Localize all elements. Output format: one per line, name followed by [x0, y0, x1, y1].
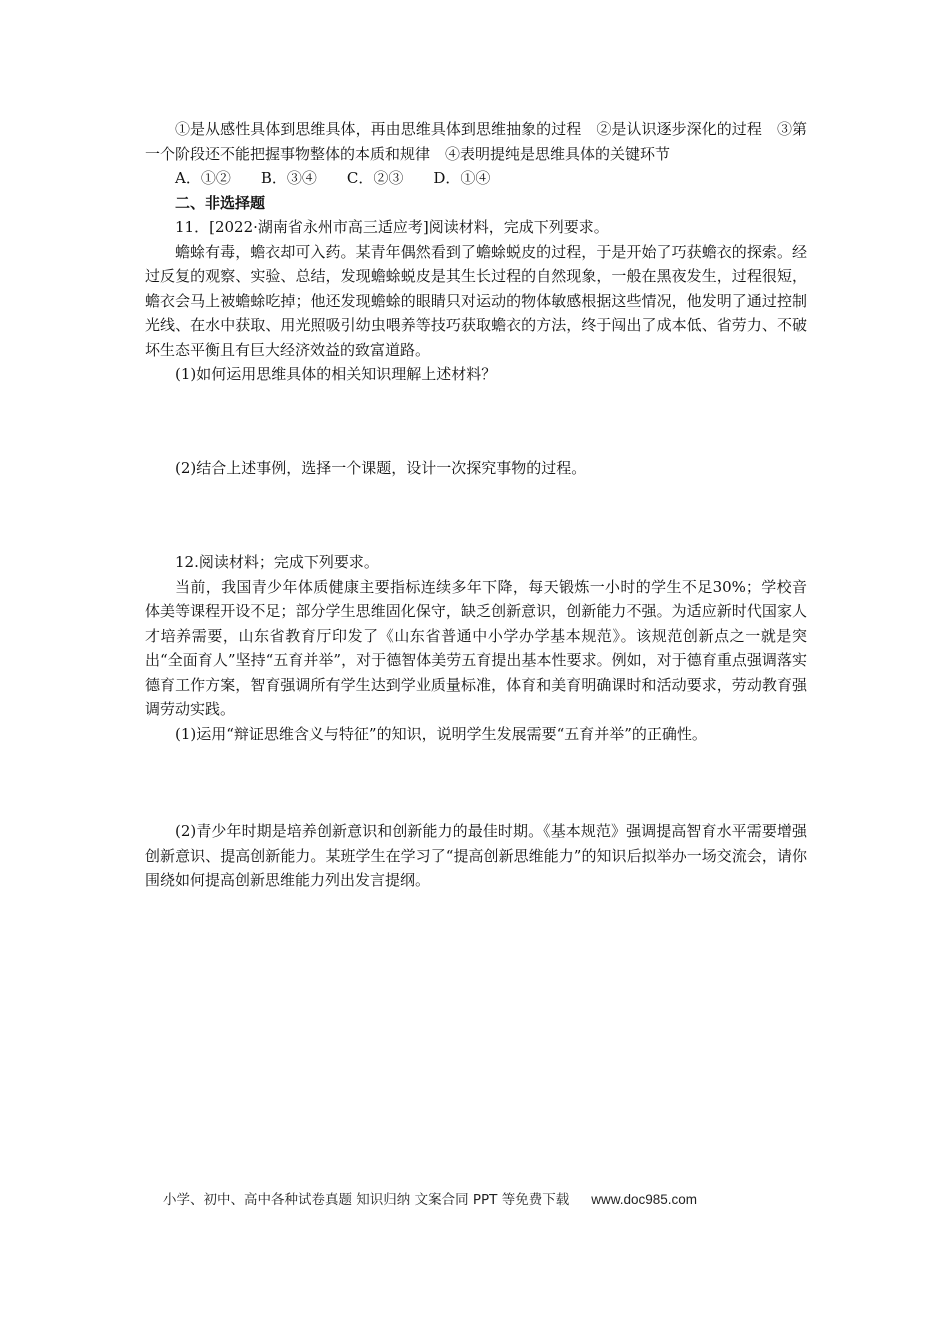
- answer-space: [145, 746, 807, 819]
- answer-space: [145, 480, 807, 550]
- q12-subquestion-2: (2)青少年时期是培养创新意识和创新能力的最佳时期。《基本规范》强调提高智育水平需要增强创新意识、提高创新能力。某班学生在学习了“提高创新思维能力”的知识后拟举办一场交流会，请你围绕如何提高创新思维能力列出发言提纲。: [145, 822, 807, 889]
- section-title-non-choice: 二、非选择题: [175, 193, 266, 212]
- q12-subquestion-1: (1)运用“辩证思维含义与特征”的知识，说明学生发展需要“五育并举”的正确性。: [175, 724, 707, 743]
- page-footer: [163, 1190, 803, 1210]
- footer-text: 小学、初中、高中各种试卷真题 知识归纳 文案合同 PPT 等免费下载: [163, 1192, 570, 1208]
- q11-header: 11．[2022·湖南省永州市高三适应考]阅读材料，完成下列要求。: [175, 218, 609, 236]
- q11-subquestion-2: (2)结合上述事例，选择一个课题，设计一次探究事物的过程。: [175, 458, 587, 477]
- q11-subquestion-1: (1)如何运用思维具体的相关知识理解上述材料？: [175, 365, 497, 383]
- q10-statements: ①是从感性具体到思维具体，再由思维具体到思维抽象的过程 ②是认识逐步深化的过程 ③第一个阶段还不能把握事物整体的本质和规律 ④表明提纯是思维具体的关键环节: [145, 120, 807, 163]
- exam-content: [145, 117, 807, 893]
- q10-choices: A．①② B．③④ C．②③ D．①④: [175, 169, 491, 187]
- q11-material: 蟾蜍有毒，蟾衣却可入药。某青年偶然看到了蟾蜍蜕皮的过程，于是开始了巧获蟾衣的探索。经过反复的观察、实验、总结，发现蟾蜍蜕皮是其生长过程的自然现象，一般在黑夜发生，过程很短，蟾衣会马上被蟾蜍吃掉；他还发现蟾蜍的眼睛只对运动的物体敏感根据这些情况，他发明了通过控制光线、在水中获取、用光照吸引幼虫喂养等技巧获取蟾衣的方法，终于闯出了成本低、省劳力、不破坏生态平衡且有巨大经济效益的致富道路。: [145, 242, 807, 359]
- q12-material: 当前，我国青少年体质健康主要指标连续多年下降，每天锻炼一小时的学生不足30%；学校音体美等课程开设不足；部分学生思维固化保守，缺乏创新意识，创新能力不强。为适应新时代国家人才培养需要，山东省教育厅印发了《山东省普通中小学办学基本规范》。该规范创新点之一就是突出“全面育人”坚持“五育并举”，对于德智体美劳五育提出基本性要求。例如，对于德育重点强调落实德育工作方案，智育强调所有学生达到学业质量标准，体育和美育明确课时和活动要求，劳动教育强调劳动实践。: [145, 577, 807, 718]
- q12-header: 12.阅读材料；完成下列要求。: [175, 553, 379, 571]
- answer-space: [145, 387, 807, 456]
- footer-url: www.doc985.com: [591, 1192, 698, 1207]
